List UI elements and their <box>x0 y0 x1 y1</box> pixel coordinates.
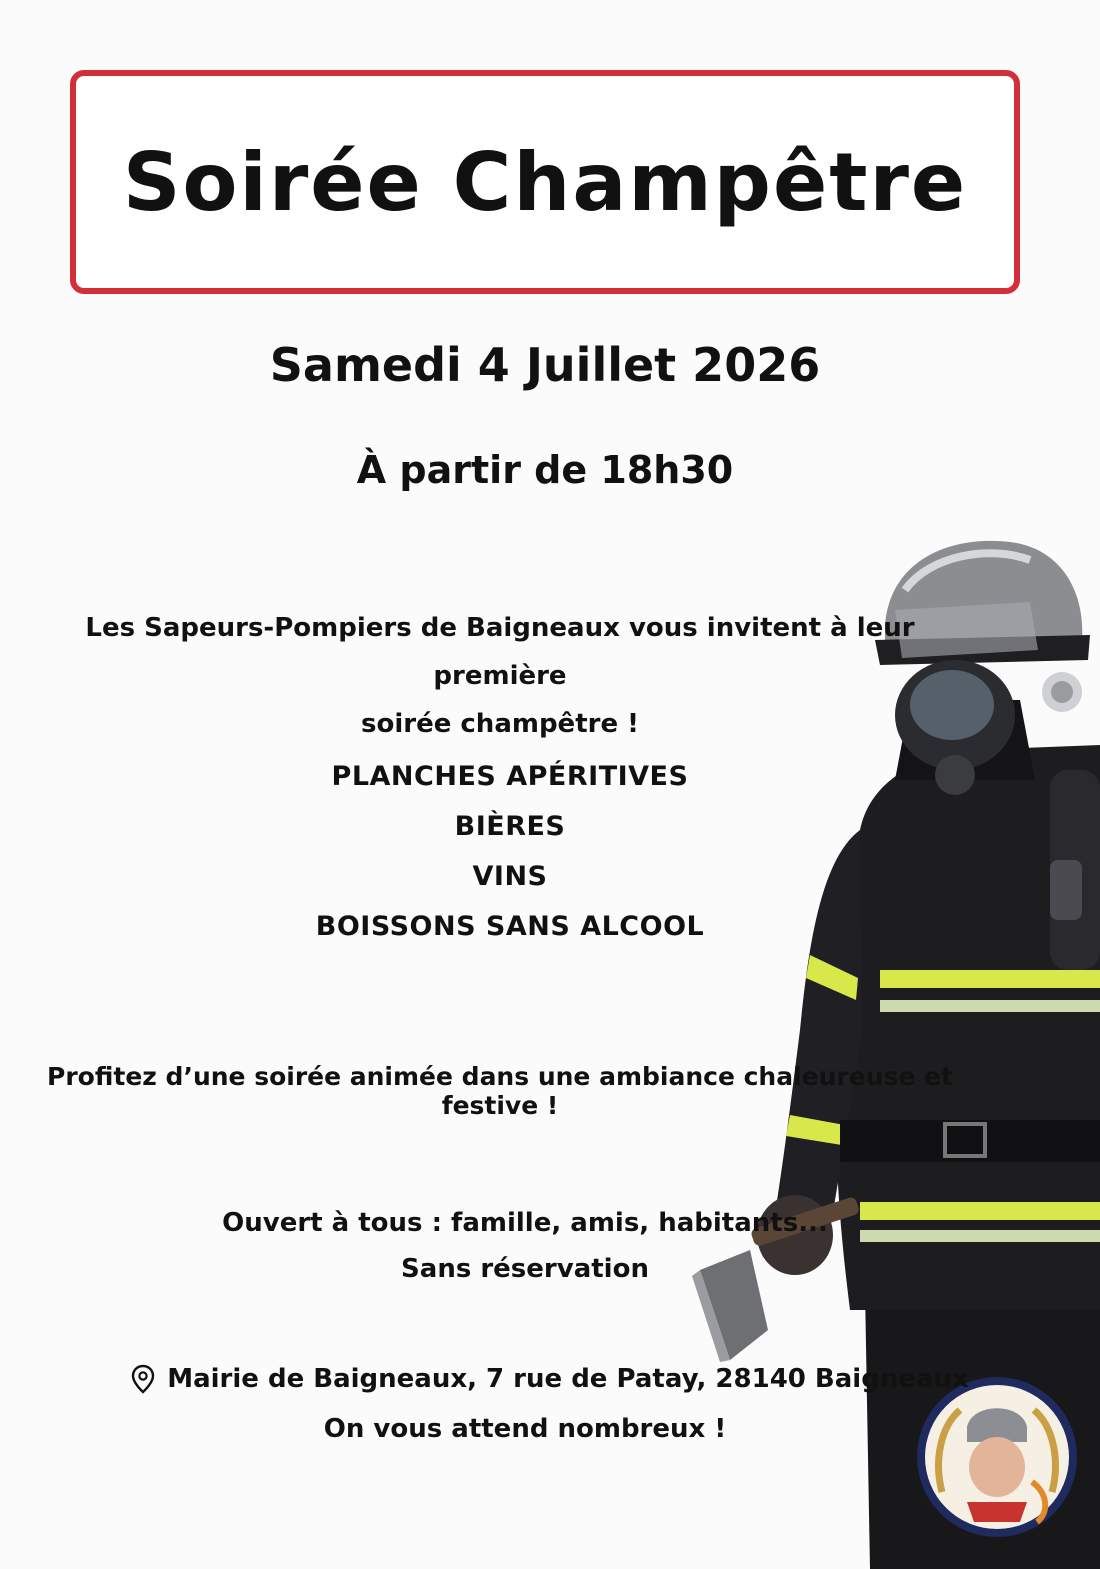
title-frame <box>70 70 1020 294</box>
firefighter-emblem-logo <box>912 1372 1082 1542</box>
menu-item: VINS <box>472 861 548 892</box>
event-time: À partir de 18h30 <box>356 448 734 492</box>
closing-text: On vous attend nombreux ! <box>323 1414 727 1444</box>
menu-list <box>310 752 710 952</box>
event-date: Samedi 4 Juillet 2026 <box>269 338 821 392</box>
menu-item: BIÈRES <box>454 811 566 842</box>
access-info <box>200 1200 850 1292</box>
intro-line: soirée champêtre ! <box>361 709 639 739</box>
poster-title: Soirée Champêtre <box>122 135 968 229</box>
event-address <box>0 1364 1100 1394</box>
access-line: Sans réservation <box>401 1254 649 1284</box>
intro-line: Les Sapeurs-Pompiers de Baigneaux vous invitent à leur première <box>85 613 915 691</box>
map-pin-icon <box>131 1364 155 1394</box>
access-line: Ouvert à tous : famille, amis, habitants... <box>222 1208 828 1238</box>
menu-item: BOISSONS SANS ALCOOL <box>315 911 705 942</box>
menu-item: PLANCHES APÉRITIVES <box>331 761 689 792</box>
intro-text <box>40 604 960 748</box>
ambiance-text: Profitez d’une soirée animée dans une ambiance chaleureuse et festive ! <box>47 1062 953 1120</box>
address-text: Mairie de Baigneaux, 7 rue de Patay, 28140 Baigneaux <box>167 1364 969 1394</box>
